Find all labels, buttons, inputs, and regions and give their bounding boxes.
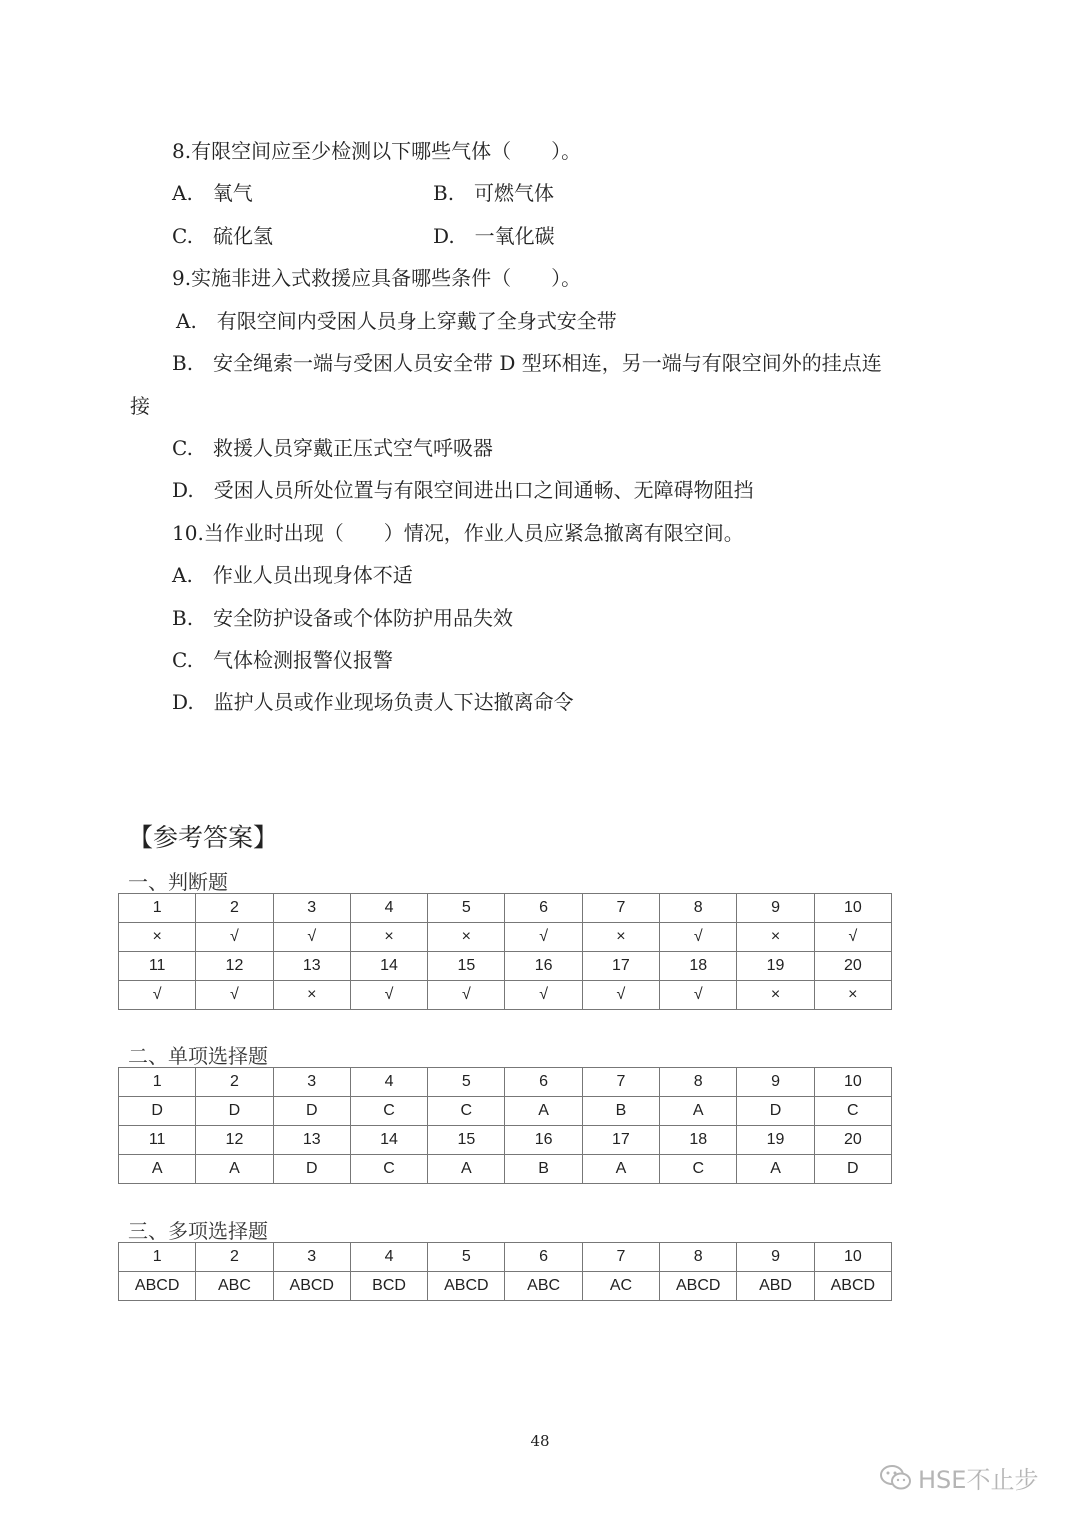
answers-heading: 【参考答案】 [128,823,279,852]
question-number-cell: 6 [505,1243,582,1272]
question-number-cell: 13 [273,1126,350,1155]
answer-row [119,1097,892,1126]
question-number-cell: 18 [660,952,737,981]
option: D. 一氧化碳 [433,224,555,248]
wechat-icon [880,1464,912,1492]
question-number-row [119,1068,892,1097]
answer-cell: ABCD [273,1272,350,1301]
answer-cell: × [814,981,891,1010]
answer-cell: D [737,1097,814,1126]
answer-cell: A [582,1155,659,1184]
question-number-cell: 5 [428,894,505,923]
answer-cell: √ [273,923,350,952]
section-title-single-choice: 二、单项选择题 [128,1044,268,1068]
question-number-cell: 20 [814,1126,891,1155]
question-number-cell: 17 [582,952,659,981]
question-number-cell: 1 [119,894,196,923]
question-number-row [119,1243,892,1272]
answer-cell: C [350,1155,427,1184]
answer-cell: ABCD [814,1272,891,1301]
question-number-cell: 6 [505,1068,582,1097]
option: D. 监护人员或作业现场负责人下达撤离命令 [172,690,574,714]
question-number-cell: 19 [737,1126,814,1155]
question-number-cell: 4 [350,1068,427,1097]
option: B. 安全绳索一端与受困人员安全带 D 型环相连，另一端与有限空间外的挂点连 [172,351,882,375]
answer-row [119,1272,892,1301]
option: C. 救援人员穿戴正压式空气呼吸器 [172,436,493,460]
question-number-cell: 20 [814,952,891,981]
question-number-cell: 19 [737,952,814,981]
question-number-cell: 15 [428,952,505,981]
watermark-text: HSE不止步 [918,1466,1039,1494]
answer-cell: D [196,1097,273,1126]
answer-cell: × [737,981,814,1010]
answer-cell: √ [119,981,196,1010]
answer-cell: B [505,1155,582,1184]
question-number-cell: 3 [273,1243,350,1272]
question-number-cell: 17 [582,1126,659,1155]
answer-table-single-choice [118,1067,892,1184]
answer-cell: ABD [737,1272,814,1301]
option: D. 受困人员所处位置与有限空间进出口之间通畅、无障碍物阻挡 [172,478,754,502]
option: C. 硫化氢 [172,224,273,248]
question-number-cell: 2 [196,1243,273,1272]
question-number-cell: 7 [582,1243,659,1272]
option: B. 可燃气体 [433,181,555,205]
answer-cell: ABC [196,1272,273,1301]
question-number-cell: 6 [505,894,582,923]
answer-cell: AC [582,1272,659,1301]
answer-row [119,923,892,952]
question-number-cell: 4 [350,1243,427,1272]
question-number-cell: 2 [196,894,273,923]
question-number-cell: 7 [582,894,659,923]
option: A. 作业人员出现身体不适 [172,563,413,587]
question-number-cell: 9 [737,1243,814,1272]
answer-cell: D [273,1155,350,1184]
question-number-cell: 1 [119,1243,196,1272]
question-number-cell: 8 [660,1068,737,1097]
section-title-judgement: 一、判断题 [128,870,228,894]
answer-cell: D [119,1097,196,1126]
page-number: 48 [530,1432,550,1450]
answer-cell: √ [350,981,427,1010]
answer-cell: × [119,923,196,952]
question-number-cell: 7 [582,1068,659,1097]
answer-cell: A [660,1097,737,1126]
answer-cell: √ [196,981,273,1010]
question-number-cell: 15 [428,1126,505,1155]
question-number-cell: 3 [273,1068,350,1097]
answer-cell: A [196,1155,273,1184]
question-number-cell: 5 [428,1068,505,1097]
question-number-cell: 11 [119,1126,196,1155]
question-number-cell: 10 [814,1243,891,1272]
question-number-cell: 16 [505,952,582,981]
answer-cell: √ [428,981,505,1010]
question-number-row [119,1126,892,1155]
question-number-cell: 9 [737,894,814,923]
question-stem: 9.实施非进入式救援应具备哪些条件（ ）。 [172,266,582,290]
answer-cell: ABC [505,1272,582,1301]
question-number-cell: 8 [660,894,737,923]
answer-cell: ABCD [660,1272,737,1301]
section-title-multiple-choice: 三、多项选择题 [128,1219,268,1243]
answer-cell: A [119,1155,196,1184]
question-number-cell: 9 [737,1068,814,1097]
question-number-cell: 10 [814,894,891,923]
answer-cell: C [814,1097,891,1126]
answer-cell: A [505,1097,582,1126]
answer-cell: D [273,1097,350,1126]
answer-cell: √ [196,923,273,952]
answer-cell: √ [660,981,737,1010]
question-number-cell: 4 [350,894,427,923]
answer-row [119,1155,892,1184]
question-number-cell: 14 [350,1126,427,1155]
answer-cell: ABCD [119,1272,196,1301]
answer-table-judgement [118,893,892,1010]
answer-cell: A [428,1155,505,1184]
answer-cell: √ [582,981,659,1010]
answer-cell: D [814,1155,891,1184]
answer-cell: × [737,923,814,952]
question-number-cell: 11 [119,952,196,981]
question-number-row [119,894,892,923]
answer-cell: C [428,1097,505,1126]
answer-cell: C [660,1155,737,1184]
question-number-cell: 3 [273,894,350,923]
answer-cell: BCD [350,1272,427,1301]
answer-cell: × [582,923,659,952]
option: C. 气体检测报警仪报警 [172,648,393,672]
answer-cell: √ [660,923,737,952]
question-number-cell: 14 [350,952,427,981]
answer-cell: × [273,981,350,1010]
option: A. 氧气 [172,181,253,205]
option: B. 安全防护设备或个体防护用品失效 [172,606,514,630]
question-stem: 8.有限空间应至少检测以下哪些气体（ ）。 [172,139,582,163]
answer-cell: B [582,1097,659,1126]
answer-row [119,981,892,1010]
question-number-cell: 5 [428,1243,505,1272]
question-number-cell: 2 [196,1068,273,1097]
question-number-cell: 16 [505,1126,582,1155]
answer-cell: × [428,923,505,952]
question-number-cell: 8 [660,1243,737,1272]
question-number-cell: 1 [119,1068,196,1097]
question-stem: 10.当作业时出现（ ）情况，作业人员应紧急撤离有限空间。 [172,521,744,545]
answer-table-multiple-choice [118,1242,892,1301]
question-number-row [119,952,892,981]
answer-cell: √ [505,981,582,1010]
answer-cell: A [737,1155,814,1184]
answer-cell: ABCD [428,1272,505,1301]
answer-cell: × [350,923,427,952]
option-continuation: 接 [130,394,150,418]
question-number-cell: 13 [273,952,350,981]
question-number-cell: 10 [814,1068,891,1097]
watermark [880,1460,1038,1495]
answer-cell: √ [505,923,582,952]
answer-cell: √ [814,923,891,952]
option: A. 有限空间内受困人员身上穿戴了全身式安全带 [176,309,617,333]
question-number-cell: 18 [660,1126,737,1155]
answer-cell: C [350,1097,427,1126]
question-number-cell: 12 [196,1126,273,1155]
question-number-cell: 12 [196,952,273,981]
